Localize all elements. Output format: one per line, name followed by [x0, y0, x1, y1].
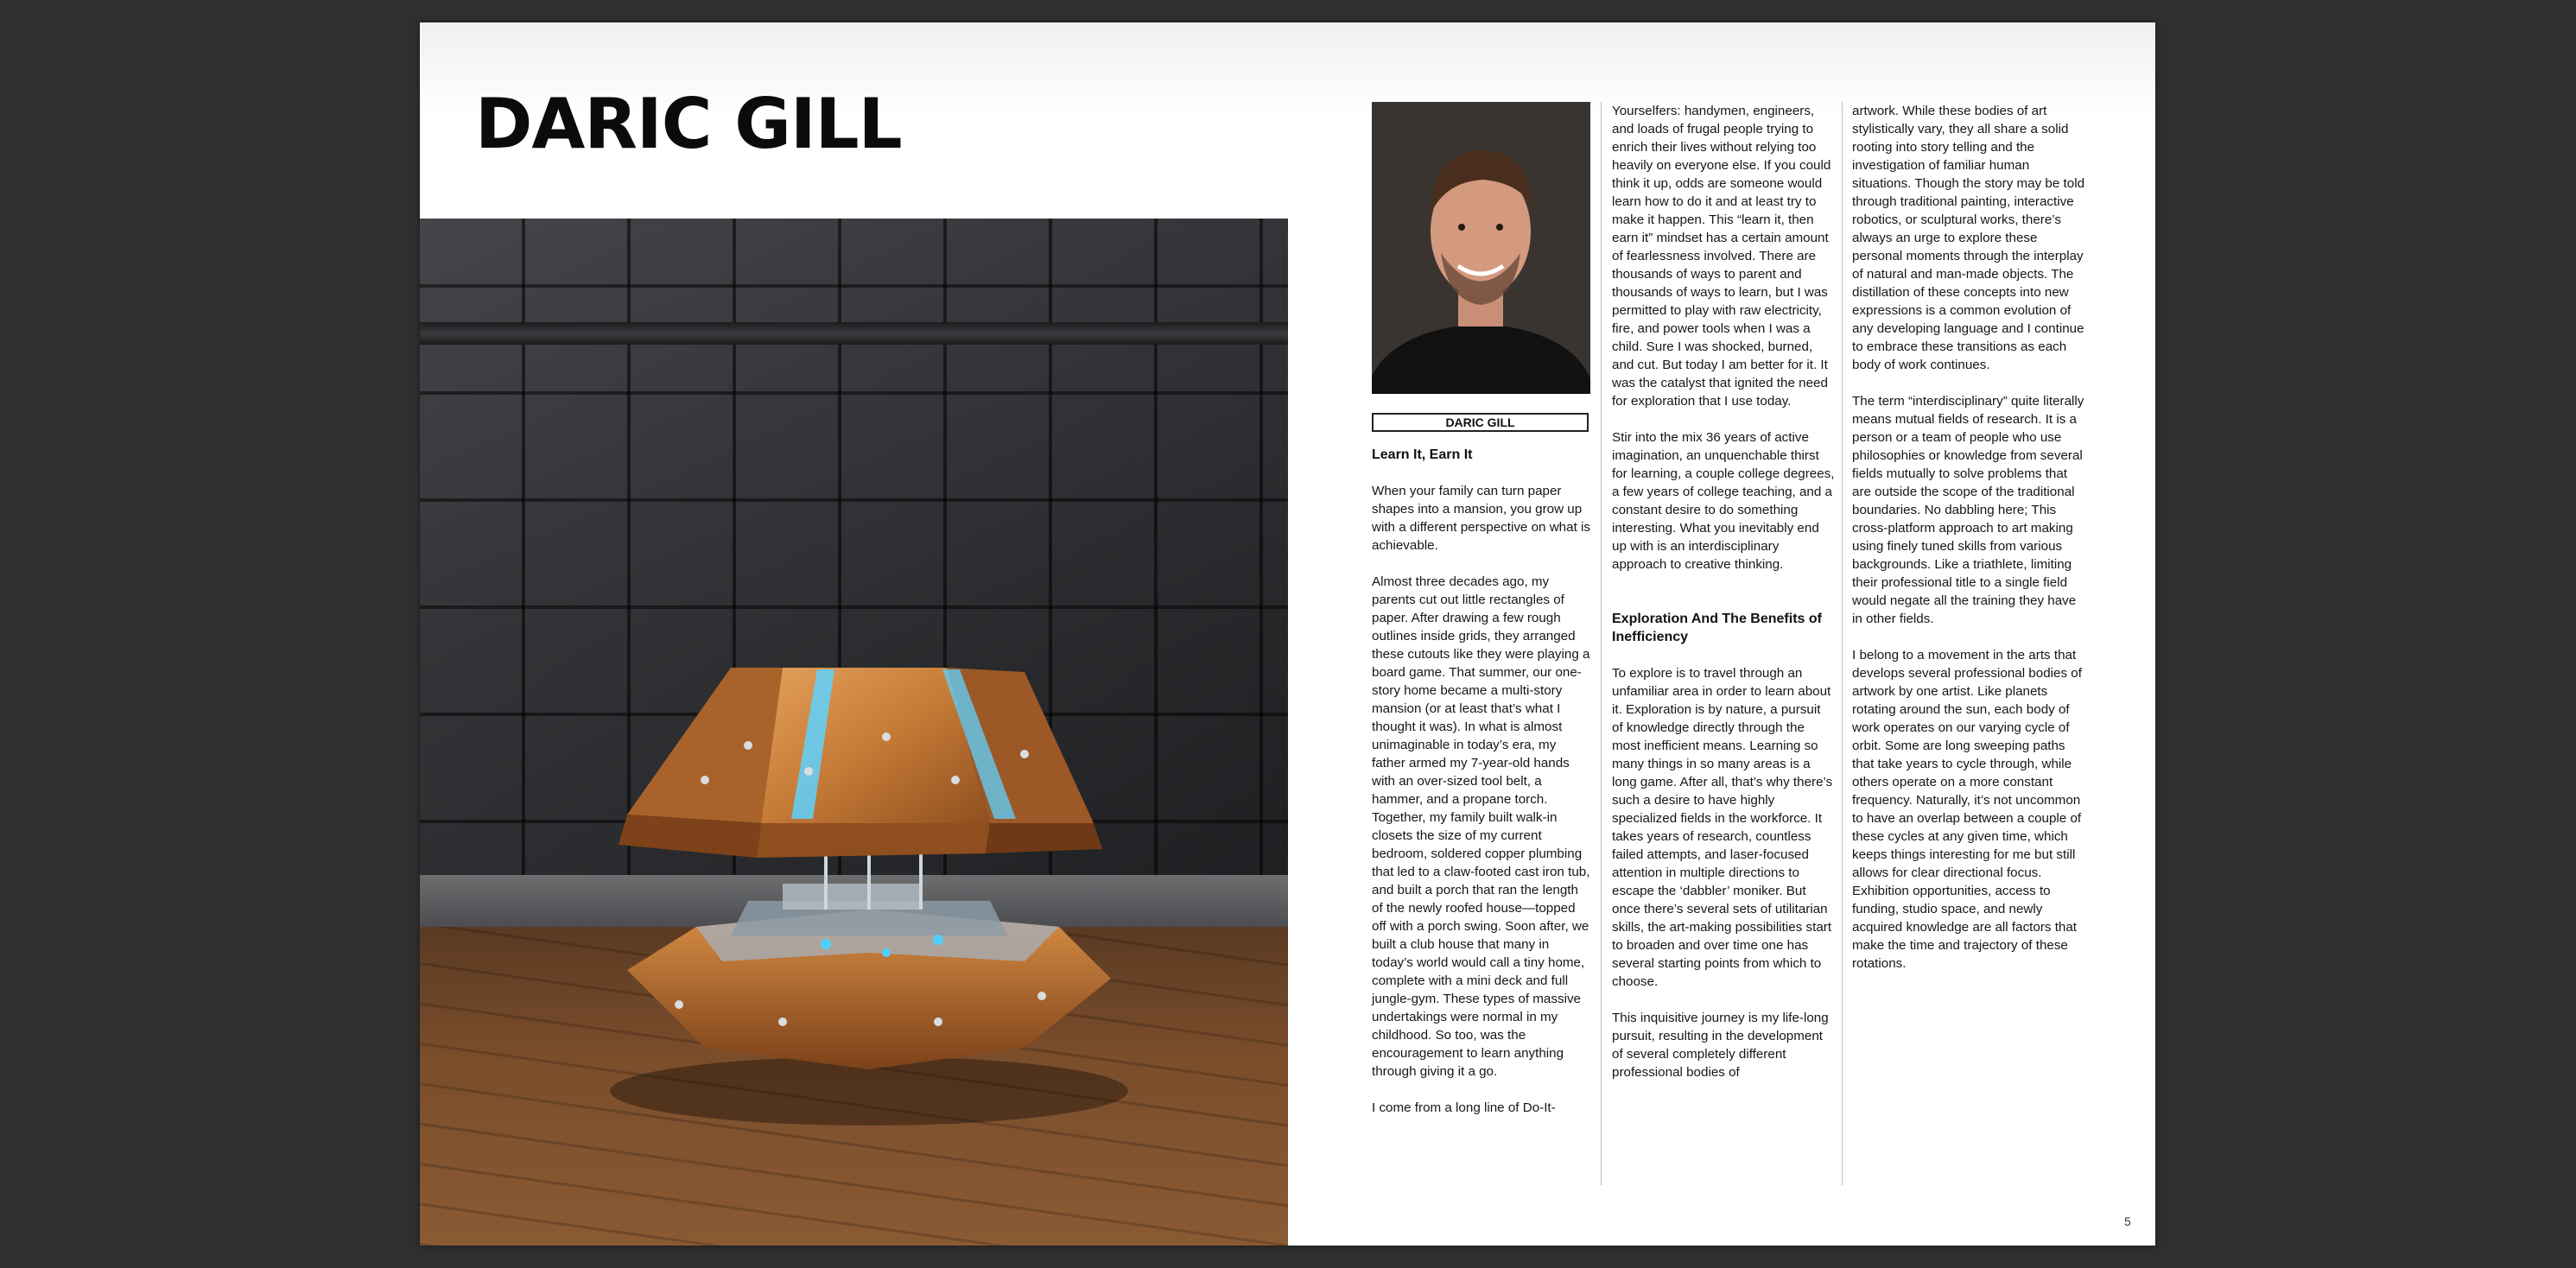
paragraph: Yourselfers: handymen, engineers, and loads of frugal people trying to enrich their lives without relying too heavily on everyone else. If you could think it up, odds are someone would learn how to do it and at least try to make it happen. This “learn it, then earn it” mindset has a certain amount of fearlessness involved. There are thousands of ways to parent and thousands of ways to learn, but I was permitted to play with raw electricity, fire, and power tools when I was a child. Sure I was shocked, burned, and cut. But today I am better for it. It was the catalyst that ignited the need for exploration that I use today.: [1612, 104, 1831, 409]
paragraph: Stir into the mix 36 years of active imagination, an unquenchable thirst for learning, a couple college degrees, a few years of college teaching, and a constant desire to do something interesting. What you inevitably end up with is an interdisciplinary approach to creative thinking.: [1612, 430, 1835, 572]
column-rule: [1842, 102, 1843, 1185]
section-heading-exploration: Exploration And The Benefits of Inefficiency: [1612, 612, 1822, 644]
paragraph: When your family can turn paper shapes into a mansion, you grow up with a different perspective on what is achievable.: [1372, 484, 1590, 553]
paragraph: artwork. While these bodies of art stylistically vary, they all share a solid rooting into story telling and the investigation of familiar human situations. Though the story may be told through traditional painting, interactive robotics, or sculptural works, there’s always an urge to explore these personal moments through the interplay of natural and man-made objects. The distillation of these concepts into new expressions is a common evolution of any developing language and I continue to embrace these transitions as each body of work continues.: [1852, 104, 2085, 372]
portrait-illustration: [1372, 102, 1590, 394]
sculpture-illustration: [420, 219, 1288, 1246]
article-title: DARIC GILL: [475, 84, 902, 164]
paragraph: Almost three decades ago, my parents cut out little rectangles of paper. After drawing a few rough outlines inside grids, they arranged these cutouts like they were playing a board game. That summer, our one-story home became a multi-story mansion (or at least that’s what I thought it was). In what is almost unimaginable in today’s era, my father armed my 7-year-old hands with an over-sized tool belt, a hammer, and a propane torch. Together, my family built walk-in closets the size of my current bedroom, soldered copper plumbing that led to a claw-footed cast iron tub, and built a porch that ran the length of the newly roofed house—topped off with a porch swing. Soon after, we built a club house that many in today’s world would call a tiny home, complete with a mini deck and full jungle-gym. These types of massive undertakings were normal in my childhood. So too, was the encouragement to learn anything through giving it a go.: [1372, 574, 1590, 1079]
artwork-photo: [420, 219, 1288, 1246]
section-heading-learn-it: Learn It, Earn It: [1372, 447, 1473, 462]
spacer: [1612, 592, 1835, 610]
text-column-3: [1852, 102, 2085, 991]
paragraph: I belong to a movement in the arts that develops several professional bodies of artwork by one artist. Like planets rotating around the sun, each body of work operates on our varying cycle of orbit. Some are long sweeping paths that take years to cycle through, while others operate on a more constant frequency. Naturally, it’s not uncommon to have an overlap between a couple of these cycles at any given time, which keeps things interesting for me but still allows for clear directional focus. Exhibition opportunities, access to funding, studio space, and newly acquired knowledge are all factors that make the time and trajectory of these rotations.: [1852, 648, 2082, 971]
text-column-1: [1372, 446, 1592, 1135]
paragraph: The term “interdisciplinary” quite literally means mutual fields of research. It is a person or a team of people who use philosophies or knowledge from several fields mutually to solve problems that are outside the scope of the traditional boundaries. No dabbling here; This cross-platform approach to art making using finely tuned skills from various backgrounds. Like a triathlete, limiting their professional title to a single field would negate all the training they have in other fields.: [1852, 394, 2084, 626]
paragraph: I come from a long line of Do-It-: [1372, 1100, 1556, 1115]
magazine-page: [420, 22, 2155, 1246]
column-rule: [1601, 102, 1602, 1185]
artist-portrait: [1372, 102, 1590, 394]
paragraph: To explore is to travel through an unfamiliar area in order to learn about it. Exploration is by nature, a pursuit of knowledge directly through the most inefficient means. Learning so many things in so many areas is a long game. After all, that’s why there’s such a desire to have highly specialized fields in the workforce. It takes years of research, countless failed attempts, and laser-focused attention in multiple directions to escape the ‘dabbler’ moniker. But once there’s several sets of utilitarian skills, the art-making possibilities start to broaden and over time one has several starting points from which to choose.: [1612, 666, 1833, 989]
portrait-caption: DARIC GILL: [1372, 413, 1589, 432]
paragraph: This inquisitive journey is my life-long pursuit, resulting in the development of several completely different professional bodies of: [1612, 1011, 1829, 1080]
page-number: 5: [2124, 1214, 2131, 1228]
text-column-2: [1612, 102, 1835, 1100]
